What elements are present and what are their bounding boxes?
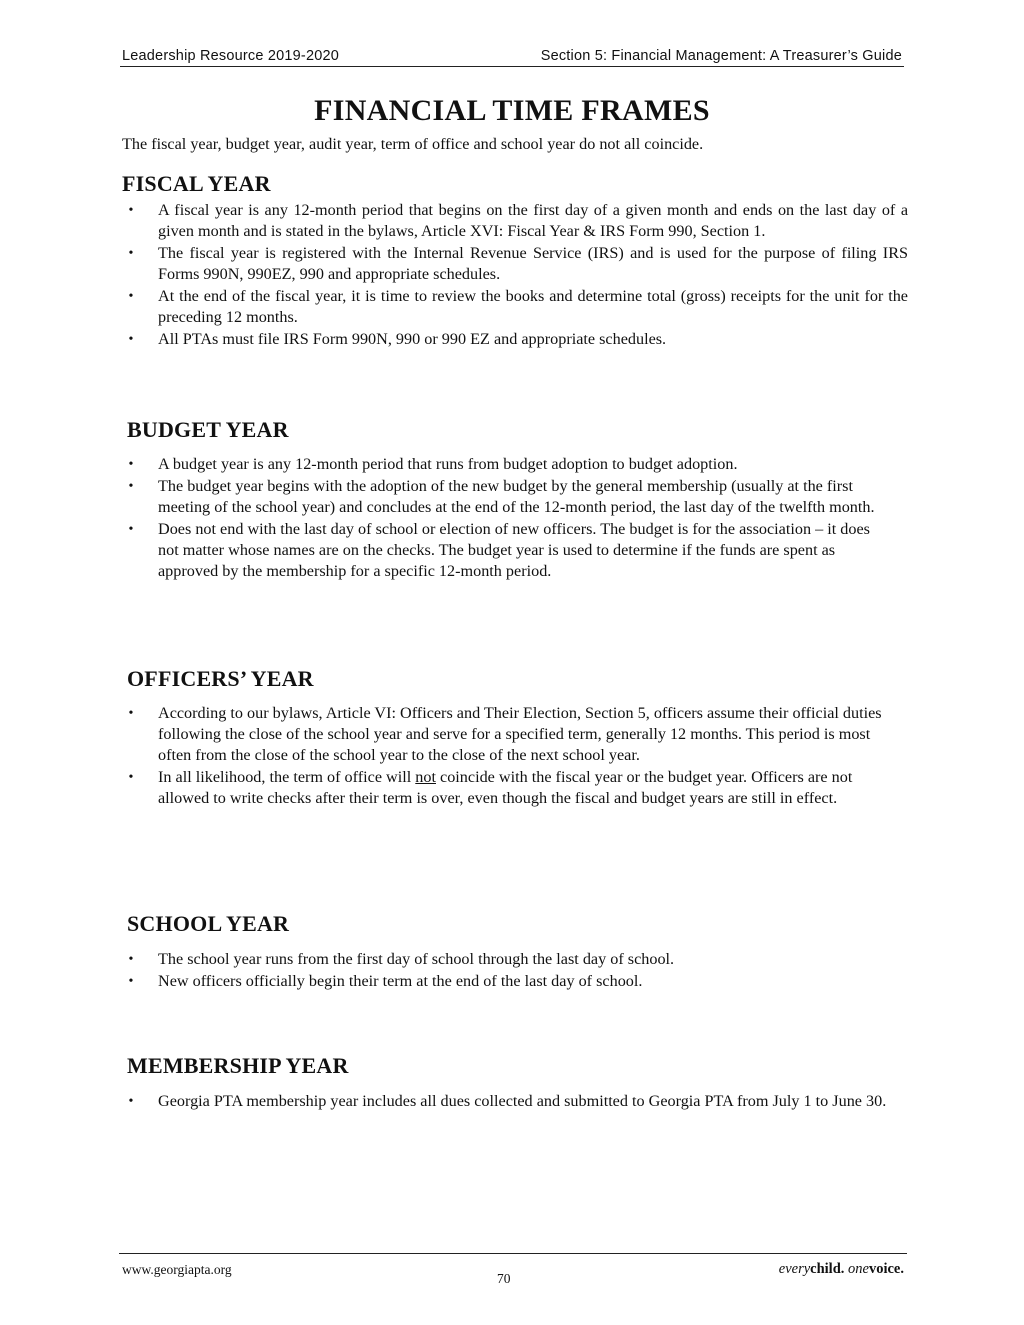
bullet-icon: • <box>128 332 134 347</box>
list-item <box>125 454 915 475</box>
officers-year-list <box>125 703 895 810</box>
list-item <box>125 243 908 285</box>
list-item <box>125 971 915 992</box>
fiscal-year-heading: FISCAL YEAR <box>122 171 271 196</box>
header-right-text: Section 5: Financial Management: A Treasurer’s Guide <box>540 48 902 64</box>
bullet-icon: • <box>128 246 134 261</box>
slogan-child: child. <box>810 1261 845 1277</box>
school-year-heading: SCHOOL YEAR <box>127 911 290 936</box>
bullet-icon: • <box>128 952 134 967</box>
list-item-text: New officers officially begin their term at the end of the last day of school. <box>158 972 643 990</box>
membership-year-heading: MEMBERSHIP YEAR <box>127 1053 349 1078</box>
bullet-icon: • <box>128 522 134 537</box>
list-item-text: A budget year is any 12-month period that runs from budget adoption to budget adoption. <box>158 455 738 473</box>
list-item <box>125 767 895 809</box>
text-segment: coincide with the fiscal year or the budget year. Officers are not allowed to write checks after their term is over, even though the fiscal and budget years are still in effect. <box>158 768 853 807</box>
slogan-every: every <box>778 1261 811 1277</box>
slogan-one: one <box>848 1261 869 1277</box>
underlined-emphasis: not <box>415 768 436 786</box>
list-item-text: The budget year begins with the adoption of the new budget by the general membership (usually at the first meeting of the school year) and concludes at the end of the 12-month period, the last day of the twelfth month. <box>158 477 875 516</box>
list-item-text: All PTAs must file IRS Form 990N, 990 or 990 EZ and appropriate schedules. <box>158 330 667 348</box>
list-item-text: The fiscal year is registered with the Internal Revenue Service (IRS) and is used for the purpose of filing IRS Forms 990N, 990EZ, 990 and appropriate schedules. <box>158 244 908 283</box>
list-item-text: A fiscal year is any 12-month period that begins on the first day of a given month and ends on the last day of a given month and is stated in the bylaws, Article XVI: Fiscal Year & IRS Form 990, Section 1. <box>158 201 908 240</box>
list-item <box>125 1091 911 1112</box>
slogan-voice: voice. <box>868 1261 904 1277</box>
text-segment: In all likelihood, the term of office will <box>158 768 416 786</box>
footer-slogan <box>779 1261 904 1278</box>
list-item-text: Georgia PTA membership year includes all dues collected and submitted to Georgia PTA from July 1 to June 30. <box>158 1092 887 1110</box>
list-item <box>125 476 915 518</box>
budget-year-heading: BUDGET YEAR <box>127 417 289 442</box>
membership-year-list <box>125 1091 911 1113</box>
page-title: FINANCIAL TIME FRAMES <box>314 94 710 127</box>
officers-year-heading: OFFICERS’ YEAR <box>127 666 314 691</box>
page-header <box>120 47 904 67</box>
bullet-icon: • <box>128 203 134 218</box>
bullet-icon: • <box>128 479 134 494</box>
header-left-text: Leadership Resource 2019-2020 <box>122 48 340 64</box>
list-item <box>125 329 908 350</box>
footer-divider <box>119 1253 907 1254</box>
bullet-icon: • <box>128 1094 134 1109</box>
bullet-icon: • <box>128 457 134 472</box>
intro-text: The fiscal year, budget year, audit year, term of office and school year do not all coincide. <box>122 135 704 153</box>
list-item <box>125 949 915 970</box>
list-item <box>125 286 908 328</box>
list-item <box>125 200 908 242</box>
list-item <box>125 519 915 582</box>
list-item-text <box>158 768 852 807</box>
budget-year-list <box>125 454 915 583</box>
bullet-icon: • <box>128 770 134 785</box>
list-item-text: The school year runs from the first day of school through the last day of school. <box>158 950 675 968</box>
footer-website: www.georgiapta.org <box>122 1262 232 1277</box>
page-number: 70 <box>497 1271 511 1286</box>
list-item-text: At the end of the fiscal year, it is time to review the books and determine total (gross) receipts for the unit for the preceding 12 months. <box>158 287 908 326</box>
fiscal-year-list <box>125 200 908 351</box>
bullet-icon: • <box>128 706 134 721</box>
list-item <box>125 703 895 766</box>
bullet-icon: • <box>128 974 134 989</box>
list-item-text: According to our bylaws, Article VI: Officers and Their Election, Section 5, officers assume their official duties following the close of the school year and serve for a specified term, generally 12 months. This period is most often from the close of the school year to the close of the next school year. <box>158 704 882 764</box>
bullet-icon: • <box>128 289 134 304</box>
school-year-list <box>125 949 915 993</box>
list-item-text: Does not end with the last day of school or election of new officers. The budget is for the association – it does not matter whose names are on the checks. The budget year is used to determine if the funds are spent as approved by the membership for a specific 12-month period. <box>158 520 870 580</box>
